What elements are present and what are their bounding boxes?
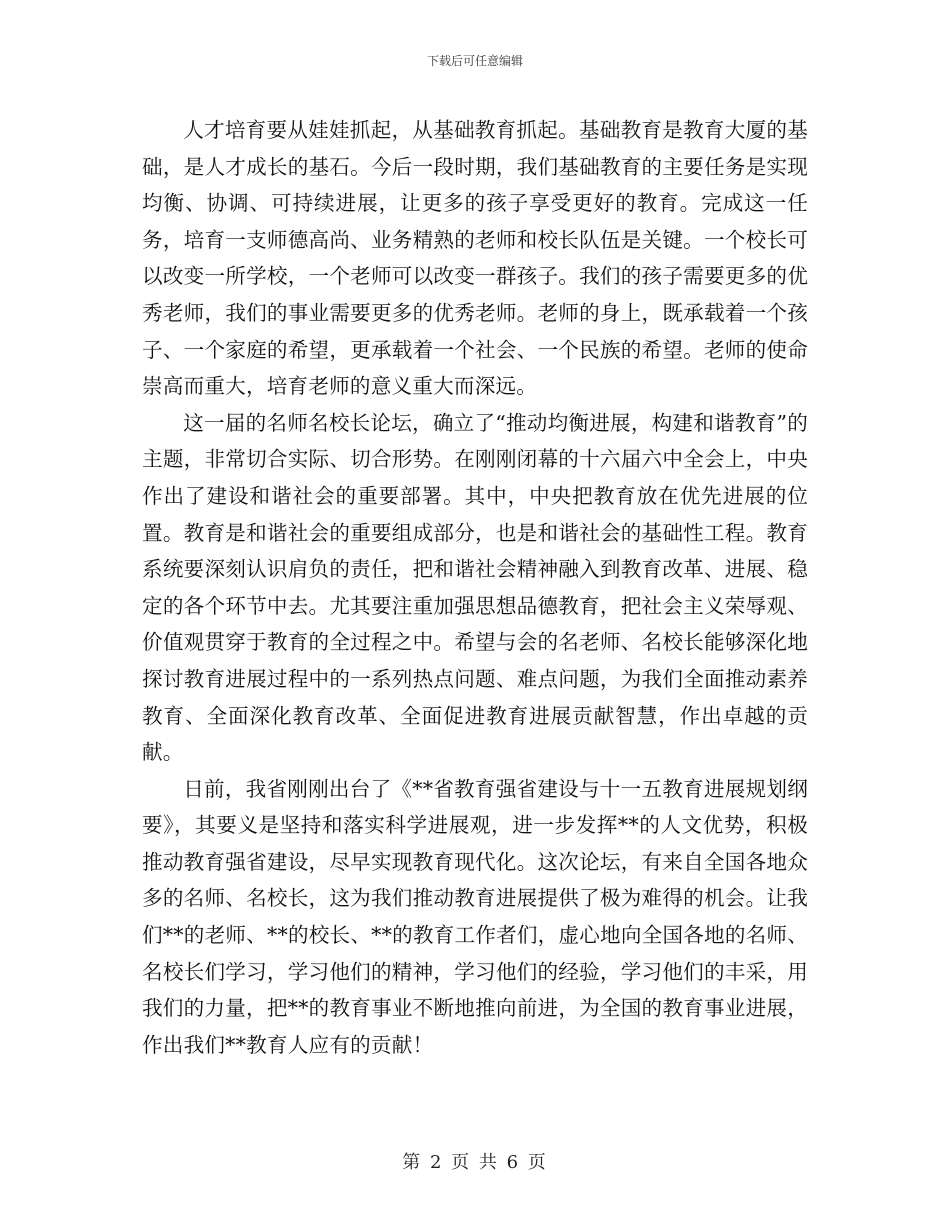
paragraph-2: 这一届的名师名校长论坛，确立了“推动均衡进展，构建和谐教育”的主题，非常切合实际、切合形势。在刚刚闭幕的十六届六中全会上，中央作出了建设和谐社会的重要部署。其中，中央把教育放在优先进展的位置。教育是和谐社会的重要组成部分，也是和谐社会的基础性工程。教育系统要深刻认识肩负的责任，把和谐社会精神融入到教育改革、进展、稳定的各个环节中去。尤其要注重加强思想品德教育，把社会主义荣辱观、价值观贯穿于教育的全过程之中。希望与会的名老师、名校长能够深化地探讨教育进展过程中的一系列热点问题、难点问题，为我们全面推动素养教育、全面深化教育改革、全面促进教育进展贡献智慧，作出卓越的贡献。 — [142, 410, 808, 765]
paragraph-1: 人才培育要从娃娃抓起，从基础教育抓起。基础教育是教育大厦的基础，是人才成长的基石。今后一段时期，我们基础教育的主要任务是实现均衡、协调、可持续进展，让更多的孩子享受更好的教育。完成这一任务，培育一支师德高尚、业务精熟的老师和校长队伍是关键。一个校长可以改变一所学校，一个老师可以改变一群孩子。我们的孩子需要更多的优秀老师，我们的事业需要更多的优秀老师。老师的身上，既承载着一个孩子、一个家庭的希望，更承载着一个社会、一个民族的希望。老师的使命崇高而重大，培育老师的意义重大而深远。 — [142, 118, 808, 399]
document-body — [142, 112, 808, 1063]
page-number-footer: 第 2 页 共 6 页 — [402, 1152, 548, 1173]
page-header-note: 下载后可任意编辑 — [426, 54, 523, 68]
paragraph-3: 日前，我省刚刚出台了《**省教育强省建设与十一五教育进展规划纲要》，其要义是坚持和落实科学进展观，进一步发挥**的人文优势，积极推动教育强省建设，尽早实现教育现代化。这次论坛，有来自全国各地众多的名师、名校长，这为我们推动教育进展提供了极为难得的机会。让我们**的老师、**的校长、**的教育工作者们，虚心地向全国各地的名师、名校长们学习，学习他们的精神，学习他们的经验，学习他们的丰采，用我们的力量，把**的教育事业不断地推向前进，为全国的教育事业进展，作出我们**教育人应有的贡献！ — [142, 776, 808, 1057]
